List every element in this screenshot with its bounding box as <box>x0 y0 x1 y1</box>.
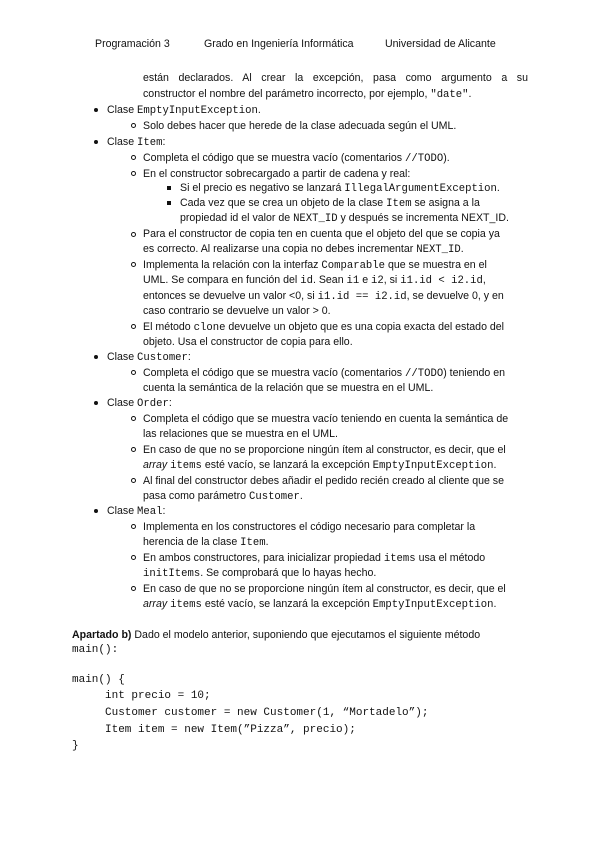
circle-bullet-icon <box>131 555 136 560</box>
class-emptyinputexception: Clase EmptyInputException. <box>107 104 261 117</box>
order-sub-1-line-2: las relaciones que se muestra en el UML. <box>143 428 338 440</box>
code-line-3: Customer customer = new Customer(1, “Mortadelo”); <box>72 707 429 719</box>
item-sub-4-line-1: Implementa la relación con la interfaz Comparable que se muestra en el <box>143 259 487 272</box>
circle-bullet-icon <box>131 324 136 329</box>
customer-sub-1-line-2: cuenta la semántica de la relación que se muestra en el UML. <box>143 382 434 394</box>
circle-bullet-icon <box>131 586 136 591</box>
class-order: Clase Order: <box>107 397 172 410</box>
page-header <box>0 38 600 52</box>
class-item: Clase Item: <box>107 136 166 149</box>
intro-line-2: constructor el nombre del parámetro incorrecto, por ejemplo, "date". <box>143 88 472 101</box>
item-sub-2-bullet-2-line-2: propiedad id el valor de NEXT_ID y después se incrementa NEXT_ID. <box>180 212 509 225</box>
item-sub-2-bullet-1: Si el precio es negativo se lanzará IllegalArgumentException. <box>180 182 500 195</box>
circle-bullet-icon <box>131 155 136 160</box>
circle-bullet-icon <box>131 370 136 375</box>
circle-bullet-icon <box>131 262 136 267</box>
item-sub-1: Completa el código que se muestra vacío (comentarios //TODO). <box>143 152 450 165</box>
item-sub-5-line-2: objeto. Usa el constructor de copia para ello. <box>143 336 353 348</box>
item-sub-4-line-2: UML. Se compara en función del id. Sean i1 e i2, si i1.id < i2.id, <box>143 274 486 287</box>
code-date: "date" <box>430 89 469 101</box>
code-line-1: main() { <box>72 674 125 686</box>
class-customer: Clase Customer: <box>107 351 191 364</box>
circle-bullet-icon <box>131 123 136 128</box>
customer-sub-1-line-1: Completa el código que se muestra vacío (comentarios //TODO) teniendo en <box>143 367 506 380</box>
item-sub-4-line-4: caso contrario se devuelve un valor > 0. <box>143 305 331 317</box>
circle-bullet-icon <box>131 171 136 176</box>
code-line-4: Item item = new Item(”Pizza”, precio); <box>72 724 356 736</box>
header-degree: Grado en Ingeniería Informática <box>204 38 354 50</box>
circle-bullet-icon <box>131 416 136 421</box>
square-bullet-icon <box>167 186 171 190</box>
item-sub-3-line-1: Para el constructor de copia ten en cuenta que el objeto del que se copia ya <box>143 228 500 240</box>
order-sub-3-line-2: pasa como parámetro Customer. <box>143 490 303 503</box>
apartado-b-heading: Apartado b) Dado el modelo anterior, suponiendo que ejecutamos el siguiente método <box>72 629 481 641</box>
meal-sub-1-line-2: herencia de la clase Item. <box>143 536 269 549</box>
bullet-icon <box>94 401 98 405</box>
code-line-2: int precio = 10; <box>72 690 211 702</box>
code-line-5: } <box>72 740 79 752</box>
item-sub-3-line-2: es correcto. Al realizarse una copia no debes incrementar NEXT_ID. <box>143 243 464 256</box>
class-meal: Clase Meal: <box>107 505 166 518</box>
order-sub-2-line-1: En caso de que no se proporcione ningún ítem al constructor, es decir, que el <box>143 444 506 456</box>
header-course: Programación 3 <box>95 38 170 50</box>
apartado-b-method: main(): <box>72 644 119 656</box>
circle-bullet-icon <box>131 524 136 529</box>
circle-bullet-icon <box>131 232 136 237</box>
order-sub-3-line-1: Al final del constructor debes añadir el pedido recién creado al cliente que se <box>143 475 504 487</box>
header-university: Universidad de Alicante <box>385 38 496 50</box>
meal-sub-1-line-1: Implementa en los constructores el código necesario para completar la <box>143 521 476 533</box>
item-sub-2-bullet-2-line-1: Cada vez que se crea un objeto de la clase Item se asigna a la <box>180 197 480 210</box>
circle-bullet-icon <box>131 447 136 452</box>
intro-line-1: están declarados. Al crear la excepción, pasa como argumento a su <box>143 72 528 84</box>
bullet-icon <box>94 108 98 112</box>
item-sub-4-line-3: entonces se devuelve un valor <0, si i1.id == i2.id, se devuelve 0, y en <box>143 290 504 303</box>
emptyinput-sub-1: Solo debes hacer que herede de la clase adecuada según el UML. <box>143 120 457 132</box>
bullet-icon <box>94 509 98 513</box>
order-sub-1-line-1: Completa el código que se muestra vacío teniendo en cuenta la semántica de <box>143 413 509 425</box>
bullet-icon <box>94 355 98 359</box>
item-sub-5-line-1: El método clone devuelve un objeto que es una copia exacta del estado del <box>143 321 505 334</box>
meal-sub-3-line-2: array items esté vacío, se lanzará la excepción EmptyInputException. <box>143 598 497 611</box>
meal-sub-3-line-1: En caso de que no se proporcione ningún ítem al constructor, es decir, que el <box>143 583 506 595</box>
item-sub-2: En el constructor sobrecargado a partir de cadena y real: <box>143 168 411 180</box>
square-bullet-icon <box>167 201 171 205</box>
meal-sub-2-line-2: initItems. Se comprobará que lo hayas hecho. <box>143 567 377 580</box>
circle-bullet-icon <box>131 478 136 483</box>
bullet-icon <box>94 140 98 144</box>
order-sub-2-line-2: array items esté vacío, se lanzará la excepción EmptyInputException. <box>143 459 497 472</box>
meal-sub-2-line-1: En ambos constructores, para inicializar propiedad items usa el método <box>143 552 486 565</box>
